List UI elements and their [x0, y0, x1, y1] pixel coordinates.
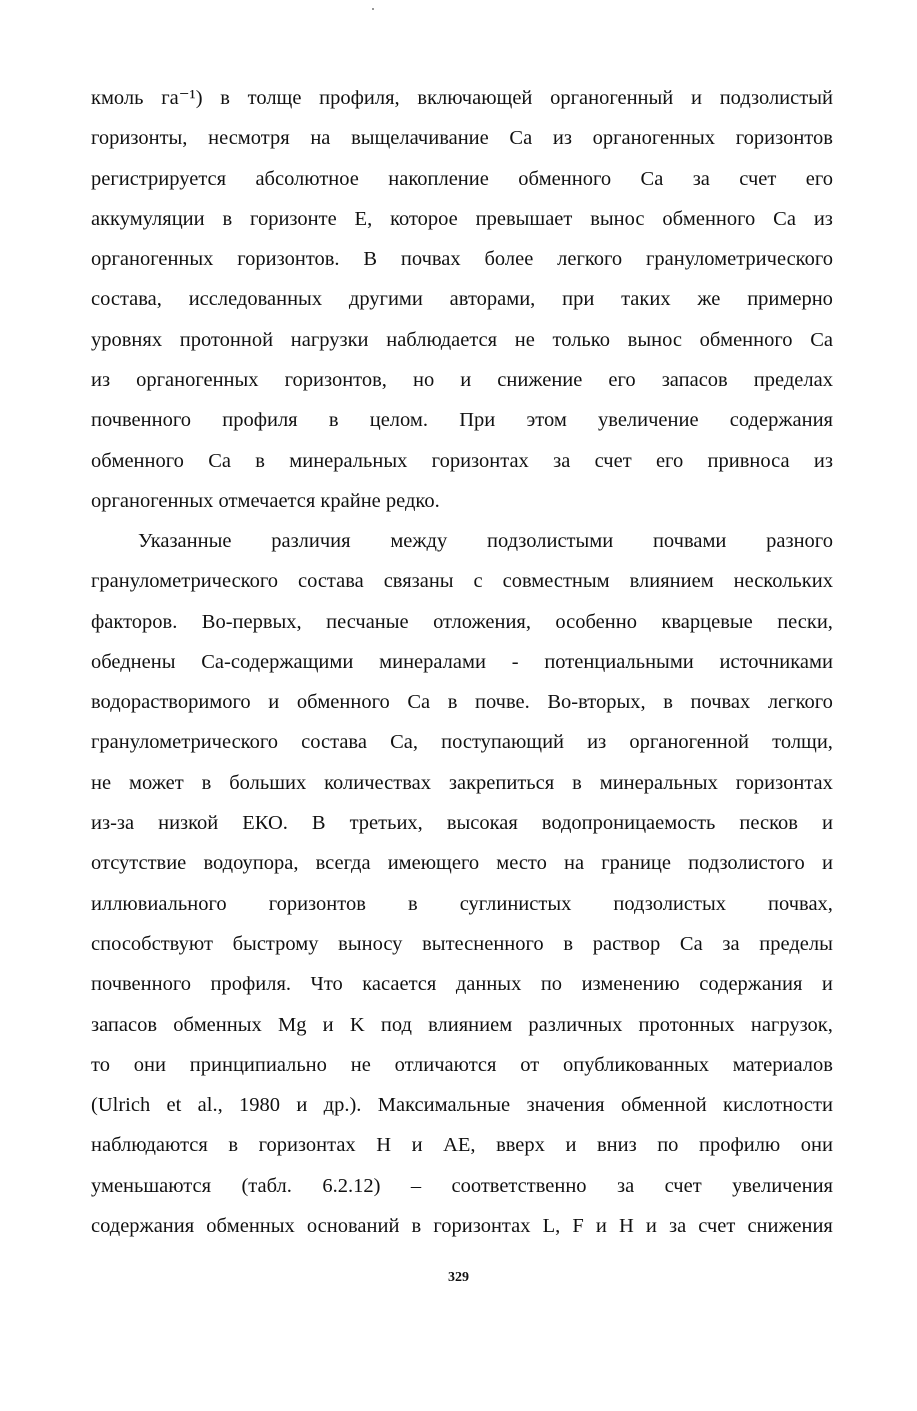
text-line: не может в больших количествах закрепиться в минеральных горизонтах: [91, 771, 833, 794]
page-number: 329: [448, 1270, 469, 1285]
paragraph-1: [91, 78, 833, 521]
text-line: органогенных отмечается крайне редко.: [91, 489, 440, 512]
text-line: почвенного профиля в целом. При этом увеличение содержания: [91, 409, 833, 432]
text-line: (Ulrich et al., 1980 и др.). Максимальные значения обменной кислотности: [91, 1094, 833, 1117]
text-line: Указанные различия между подзолистыми почвами разного: [138, 530, 833, 552]
text-line: гранулометрического состава связаны с совместным влиянием нескольких: [91, 570, 833, 593]
text-line: факторов. Во-первых, песчаные отложения, особенно кварцевые пески,: [91, 610, 833, 633]
text-line: отсутствие водоупора, всегда имеющего место на границе подзолистого и: [91, 852, 833, 875]
text-line: способствуют быстрому выносу вытесненного в раствор Са за пределы: [91, 932, 833, 955]
text-line: состава, исследованных другими авторами, при таких же примерно: [91, 288, 833, 311]
text-line: водорастворимого и обменного Са в почве. Во-вторых, в почвах легкого: [91, 691, 833, 714]
text-line: иллювиального горизонтов в суглинистых подзолистых почвах,: [91, 892, 833, 915]
text-line: из-за низкой ЕКО. В третьих, высокая водопроницаемость песков и: [91, 812, 833, 835]
text-line: регистрируется абсолютное накопление обменного Са за счет его: [91, 167, 833, 190]
scan-speck: [372, 8, 374, 10]
text-line: уровнях протонной нагрузки наблюдается не только вынос обменного Са: [91, 328, 833, 351]
text-line: из органогенных горизонтов, но и снижение его запасов пределах: [91, 369, 833, 392]
text-line: то они принципиально не отличаются от опубликованных материалов: [91, 1053, 833, 1076]
text-line: содержания обменных оснований в горизонтах L, F и H и за счет снижения: [91, 1215, 833, 1238]
text-line: гранулометрического состава Са, поступающий из органогенной толщи,: [91, 731, 833, 754]
text-line: обеднены Са-содержащими минералами - потенциальными источниками: [91, 650, 833, 673]
text-line: горизонты, несмотря на выщелачивание Са из органогенных горизонтов: [91, 127, 833, 150]
text-line: почвенного профиля. Что касается данных по изменению содержания и: [91, 973, 833, 996]
text-line: аккумуляции в горизонте E, которое превышает вынос обменного Са из: [91, 207, 833, 230]
text-line: наблюдаются в горизонтах H и AE, вверх и вниз по профилю они: [91, 1134, 833, 1157]
text-line: кмоль га⁻¹) в толще профиля, включающей органогенный и подзолистый: [91, 87, 833, 109]
text-line: обменного Са в минеральных горизонтах за счет его привноса из: [91, 449, 833, 472]
text-line: уменьшаются (табл. 6.2.12) – соответственно за счет увеличения: [91, 1174, 833, 1197]
paragraph-2: [91, 521, 833, 1246]
text-line: органогенных горизонтов. В почвах более легкого гранулометрического: [91, 248, 833, 271]
text-line: запасов обменных Mg и K под влиянием различных протонных нагрузок,: [91, 1013, 833, 1036]
